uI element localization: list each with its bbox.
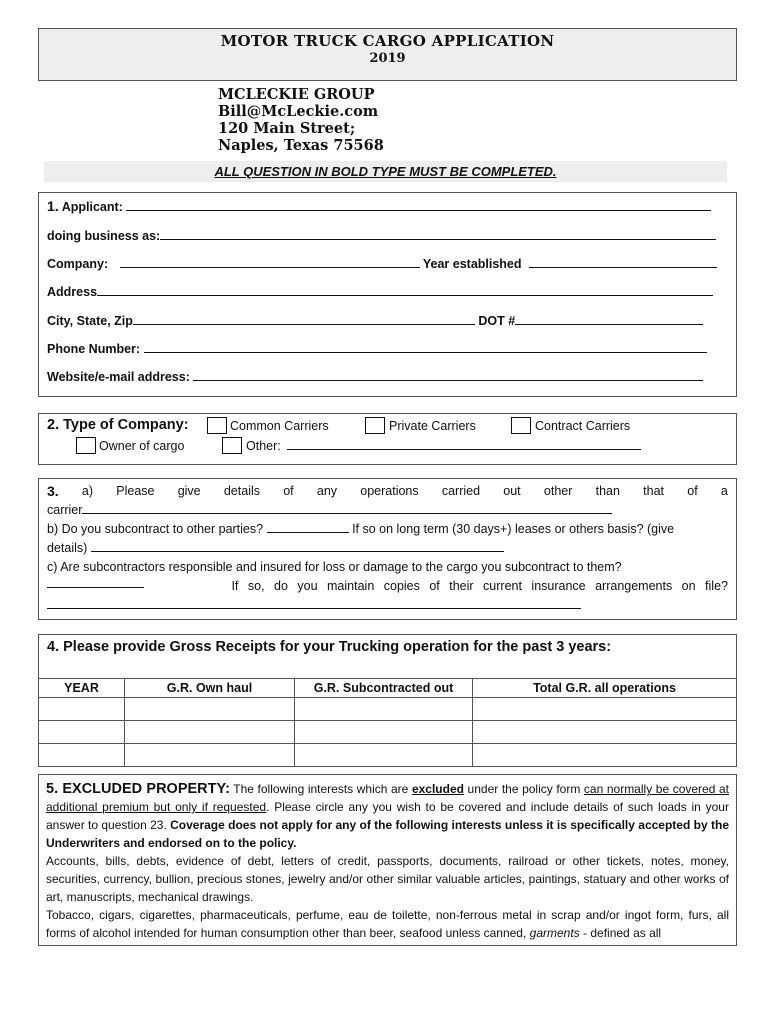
table-cell[interactable] (473, 698, 737, 721)
address-row (47, 285, 713, 299)
other-label-text: Other: (246, 439, 281, 453)
company-type-heading: 2. Type of Company: (47, 417, 189, 433)
company-row (47, 257, 717, 271)
details-text: details) (47, 541, 88, 555)
excluded-list-2-text: Tobacco, cigars, cigarettes, pharmaceuticals, perfume, eau de toilette, non-ferrous metal in scrap and/or ingot form, furs, all forms of alcohol intended for human consumption other than beer, seafood unless canned, (46, 908, 729, 940)
other-field[interactable] (287, 439, 641, 450)
word: than (595, 484, 620, 498)
dba-label: doing business as: (47, 229, 161, 243)
word: any (316, 484, 338, 498)
excluded-word: excluded (411, 782, 464, 796)
year-established-field[interactable] (529, 257, 717, 268)
section-excluded-property (38, 774, 737, 946)
question-3c-answer-field[interactable] (47, 598, 581, 609)
section-number: 3. (47, 483, 59, 499)
column-header: G.R. Own haul (125, 679, 295, 698)
garments-word: garments (529, 926, 580, 940)
website-field[interactable] (193, 370, 703, 381)
address-field[interactable] (97, 285, 713, 296)
owner-of-cargo-checkbox[interactable] (76, 437, 96, 454)
question-3b (47, 520, 728, 539)
question-3c-answer (47, 596, 728, 615)
applicant-label: Applicant: (61, 200, 123, 214)
question-3c-cont-text: If so, do you maintain copies of their current insurance arrangements on file? (231, 579, 728, 593)
table-row (39, 721, 737, 744)
excluded-property-text (46, 780, 729, 852)
question-3b-text: b) Do you subcontract to other parties? (47, 522, 264, 536)
word: details (223, 484, 260, 498)
table-cell[interactable] (473, 744, 737, 767)
phone-label: Phone Number: (47, 342, 141, 356)
table-header-row (39, 679, 737, 698)
table-cell[interactable] (125, 698, 295, 721)
word: operations (360, 484, 419, 498)
word: of (283, 484, 294, 498)
intro-text: . Please circle any you wish to be covered and include details of such loads in your answer to question 23. (46, 800, 729, 832)
website-label: Website/e-mail address: (47, 370, 190, 384)
word: that (643, 484, 665, 498)
excluded-list-1: Accounts, bills, debts, evidence of debt, letters of credit, passports, documents, railroad or other tickets, notes, money, securities, currency, bullion, precious stones, jewelry and/or other similar valuable articles, paintings, statuary and other works of art, manuscripts, mechanical drawings. (46, 854, 729, 904)
question-3a-cont (47, 501, 728, 520)
word: out (503, 484, 521, 498)
intro-text: under the policy form (467, 782, 581, 796)
address-label: Address (47, 285, 98, 299)
agency-name: MCLECKIE GROUP (218, 86, 375, 103)
private-carriers-checkbox[interactable] (365, 417, 385, 434)
word: of (687, 484, 698, 498)
word: give (177, 484, 201, 498)
agency-email: Bill@McLeckie.com (218, 103, 379, 120)
agency-street: 120 Main Street; (218, 120, 356, 137)
dot-field[interactable] (515, 314, 703, 325)
gross-receipts-table (38, 678, 737, 767)
section-gross-receipts (38, 634, 737, 767)
applicant-field[interactable] (126, 200, 711, 211)
table-cell[interactable] (125, 744, 295, 767)
agency-block (218, 86, 384, 154)
underlined-text: can normally be covered at additional premium but only if requested (46, 782, 729, 814)
dba-row (47, 229, 716, 243)
question-3b-details (47, 539, 728, 558)
contract-carriers-label: Contract Carriers (535, 419, 631, 433)
table-cell[interactable] (295, 744, 473, 767)
company-label: Company: (47, 257, 109, 271)
table-cell[interactable] (295, 698, 473, 721)
question-3a (47, 482, 728, 615)
dot-label: DOT # (478, 314, 516, 328)
agency-city: Naples, Texas 75568 (218, 137, 384, 154)
phone-row (47, 342, 707, 356)
question-3c-line (47, 558, 728, 577)
word: a (720, 484, 728, 498)
section-number: 1. (47, 198, 59, 214)
carrier-text: carrier (47, 503, 83, 517)
question-3b-cont-text: If so on long term (30 days+) leases or others basis? (give (352, 522, 675, 536)
contract-carriers-checkbox[interactable] (511, 417, 531, 434)
question-3c (47, 558, 728, 615)
question-3a-line (47, 482, 728, 501)
applicant-row (47, 198, 711, 214)
word: carried (441, 484, 481, 498)
table-cell[interactable] (295, 721, 473, 744)
phone-field[interactable] (144, 342, 707, 353)
dba-field[interactable] (160, 229, 716, 240)
column-header: YEAR (39, 679, 125, 698)
column-header: G.R. Subcontracted out (295, 679, 473, 698)
form-title: MOTOR TRUCK CARGO APPLICATION (220, 32, 555, 50)
company-field[interactable] (120, 257, 420, 268)
table-cell[interactable] (39, 744, 125, 767)
private-carriers-label: Private Carriers (389, 419, 476, 433)
section-operations (38, 478, 737, 620)
city-row (47, 314, 703, 328)
word: Please (116, 484, 155, 498)
question-3c-field[interactable] (47, 577, 144, 588)
gross-receipts-heading: 4. Please provide Gross Receipts for your Trucking operation for the past 3 years: (47, 639, 612, 655)
form-year: 2019 (369, 51, 406, 66)
section-company-type (38, 413, 737, 465)
question-3b-details-field[interactable] (91, 541, 504, 552)
question-3b-field[interactable] (267, 522, 349, 533)
common-carriers-checkbox[interactable] (207, 417, 227, 434)
owner-of-cargo-label: Owner of cargo (99, 439, 185, 453)
required-notice: ALL QUESTION IN BOLD TYPE MUST BE COMPLETED. (44, 161, 727, 182)
title-box (38, 28, 737, 81)
word: a) (81, 484, 94, 498)
other-label (246, 439, 641, 453)
other-checkbox[interactable] (222, 437, 242, 454)
table-cell[interactable] (39, 721, 125, 744)
city-label: City, State, Zip (47, 314, 133, 328)
website-row (47, 370, 703, 384)
coverage-note: Coverage does not apply for any of the following interests unless it is specifically accepted by the Underwriters and endorsed on to the policy. (46, 818, 729, 850)
table-row (39, 698, 737, 721)
city-field[interactable] (133, 314, 475, 325)
question-3a-field[interactable] (82, 503, 612, 514)
table-cell[interactable] (473, 721, 737, 744)
table-row (39, 744, 737, 767)
question-3c-cont (47, 577, 728, 596)
excluded-list-2 (46, 906, 729, 942)
table-cell[interactable] (39, 698, 125, 721)
year-established-label: Year established (422, 257, 522, 271)
column-header: Total G.R. all operations (473, 679, 737, 698)
excluded-list-2-cont: - defined as all (583, 926, 662, 940)
common-carriers-label: Common Carriers (230, 419, 329, 433)
word: other (543, 484, 573, 498)
question-3c-text: c) Are subcontractors responsible and insured for loss or damage to the cargo you subcontract to them? (47, 560, 622, 574)
excluded-property-heading: 5. EXCLUDED PROPERTY: (46, 781, 230, 797)
table-cell[interactable] (125, 721, 295, 744)
intro-text: The following interests which are (233, 782, 409, 796)
section-applicant (38, 192, 737, 397)
